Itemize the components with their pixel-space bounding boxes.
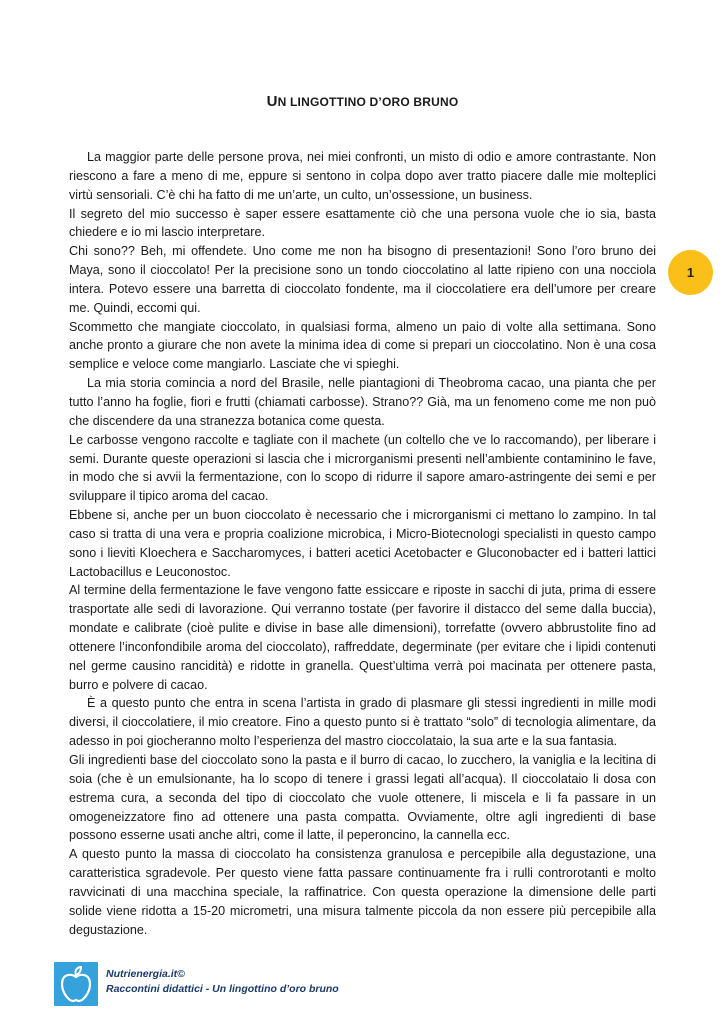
footer <box>106 967 339 997</box>
paragraph: Scommetto che mangiate cioccolato, in qualsiasi forma, almeno un paio di volte alla settimana. Sono anche pronto a giurare che non avete la minima idea di come si prepari un cioccolatino. Non è una cosa semplice e veloce come mangiarlo. Lasciate che vi spieghi. <box>69 319 656 372</box>
page-title <box>0 93 725 110</box>
paragraph: Il segreto del mio successo è saper essere esattamente ciò che una persona vuole che io sia, basta chiedere e io mi lascio interpretare. <box>69 206 656 240</box>
footer-site: Nutrienergia.it© <box>106 968 185 980</box>
paragraph: A questo punto la massa di cioccolato ha consistenza granulosa e percepibile alla degustazione, una caratteristica sgradevole. Per questo viene fatta passare continuamente fra i rulli controrotanti e molto ravvicinati di una macchina speciale, la raffinatrice. Con questa operazione la dimensione delle parti solide viene ridotta a 15-20 micrometri, una misura talmente piccola da non essere più percepibile alla degustazione. <box>69 847 656 937</box>
page-number: 1 <box>686 265 695 280</box>
title-initial: U <box>266 93 278 110</box>
title-rest: N LINGOTTINO D’ORO BRUNO <box>277 95 459 109</box>
paragraph: Le carbosse vengono raccolte e tagliate con il machete (un coltello che ve lo raccomando), per liberare i semi. Durante queste operazioni si lascia che i microrganismi presenti nell’ambiente contaminino le fave, in modo che si avvii la fermentazione, con lo scopo di ridurre il sapore amaro-astringente dei semi e per sviluppare il tipico aroma del cacao. <box>69 432 656 504</box>
page-number-badge <box>668 250 713 295</box>
paragraph: La maggior parte delle persone prova, nei miei confronti, un misto di odio e amore contrastante. Non riescono a fare a meno di me, eppure si sentono in colpa dopo aver tratto piacere dalle mie molteplici virtù sensoriali. C’è chi ha fatto di me un’arte, un culto, un’ossessione, un business. <box>69 150 656 202</box>
paragraph: Chi sono?? Beh, mi offendete. Uno come me non ha bisogno di presentazioni! Sono l’oro bruno dei Maya, sono il cioccolato! Per la precisione sono un tondo cioccolatino al latte ripieno con una nocciola intera. Potevo essere una barretta di cioccolato fondente, ma il cioccolatiere era dell’umore per creare me. Quindi, eccomi qui. <box>69 244 656 315</box>
paragraph: La mia storia comincia a nord del Brasile, nelle piantagioni di Theobroma cacao, una pianta che per tutto l’anno ha foglie, fiori e frutti (chiamati carbosse). Strano?? Già, ma un fenomeno come me non può che discendere da una stranezza botanica come questa. <box>69 376 656 428</box>
paragraph: È a questo punto che entra in scena l’artista in grado di plasmare gli stessi ingredienti in mille modi diversi, il cioccolatiere, il mio creatore. Fino a questo punto si è trattato “solo” di tecnologia alimentare, da adesso in poi giocheranno molto l’esperienza del mastro cioccolataio, la sua arte e la sua fantasia. <box>69 696 656 749</box>
apple-icon <box>54 962 98 1006</box>
paragraph: Gli ingredienti base del cioccolato sono la pasta e il burro di cacao, lo zucchero, la vaniglia e la lecitina di soia (che è un emulsionante, ha lo scopo di tenere i grassi legati all’acqua). Il cioccolataio li dosa con estrema cura, a seconda del tipo di cioccolato che vuole ottenere, li miscela e li fa passare in un omogeneizzatore fino ad ottenere una pasta compatta. Ovviamente, oltre agli ingredienti di base possono esserne usati anche altri, come il latte, il peperoncino, la cannella ecc. <box>69 753 656 843</box>
paragraph: Al termine della fermentazione le fave vengono fatte essiccare e riposte in sacchi di juta, prima di essere trasportate alle sedi di lavorazione. Qui verranno tostate (per favorire il distacco del seme dalla buccia), mondate e calibrate (cioè pulite e divise in base alle dimensioni), torrefatte (ovvero abbrustolite fino ad ottenere l’inconfondibile aroma del cioccolato), raffreddate, degerminate (per evitare che i lipidi contenuti nel germe causino rancidità) e ridotte in granella. Quest’ultima verrà poi macinata per ottenere pasta, burro e polvere di cacao. <box>69 583 656 692</box>
footer-caption: Raccontini didattici - Un lingottino d’oro bruno <box>106 983 339 995</box>
article-body <box>69 148 656 939</box>
paragraph: Ebbene si, anche per un buon cioccolato è necessario che i microrganismi ci mettano lo zampino. In tal caso si tratta di una vera e propria coalizione microbica, i Micro-Biotecnologi specialisti in questo campo sono i lieviti Kloechera e Saccharomyces, i batteri acetici Acetobacter e Gluconobacter ed i batteri lattici Lactobacillus e Leuconostoc. <box>69 508 656 579</box>
